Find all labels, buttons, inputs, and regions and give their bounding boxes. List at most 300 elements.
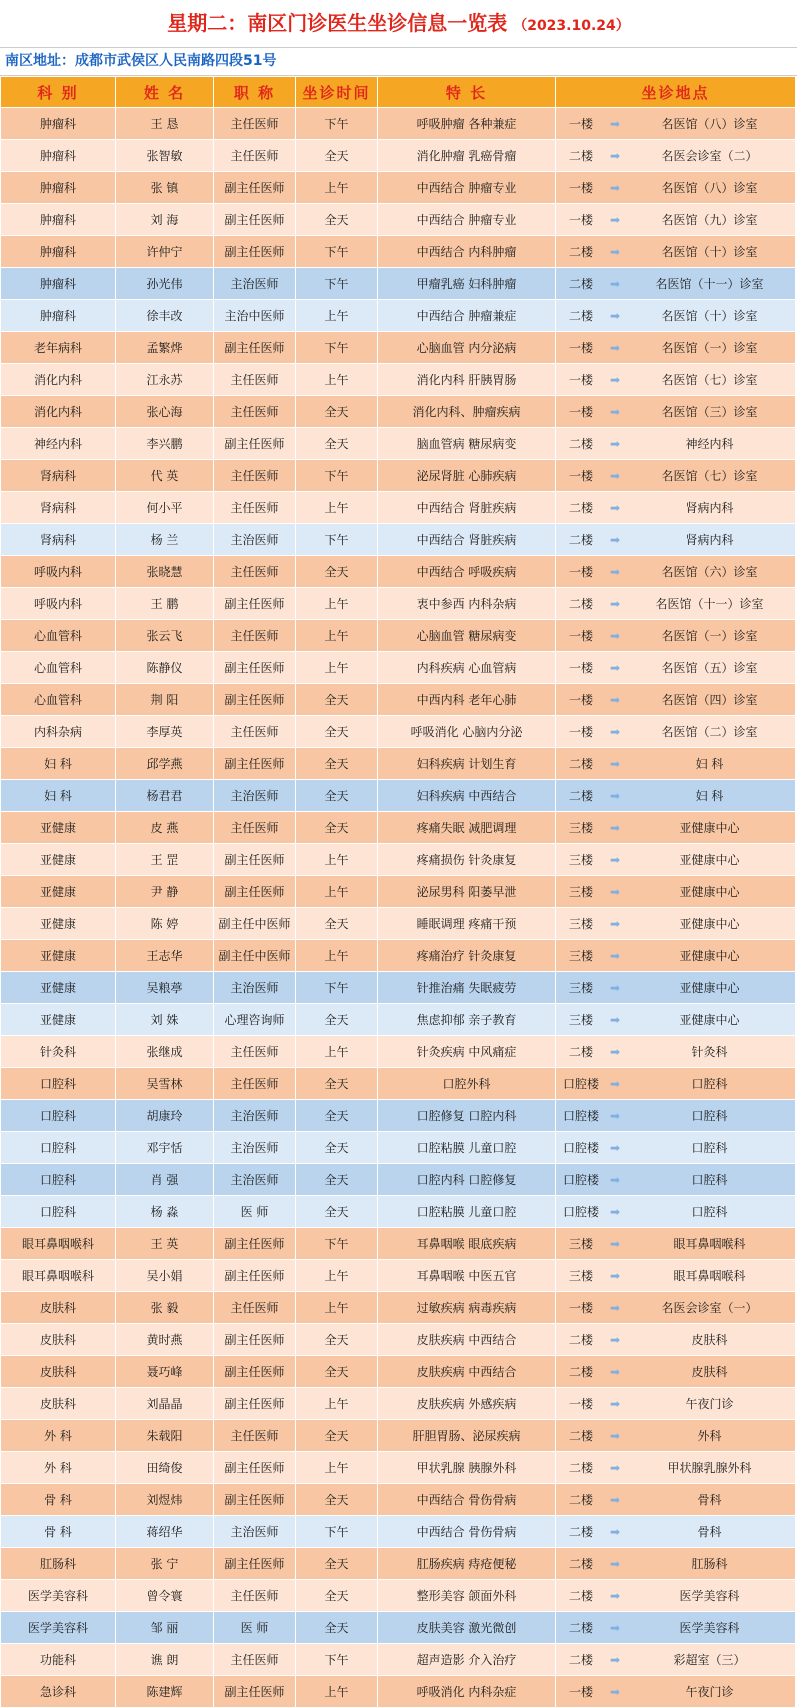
arrow-right-icon: ➡ (609, 1332, 621, 1347)
cell-room: 皮肤科 (691, 1365, 728, 1379)
arrow-right-icon: ➡ (609, 468, 621, 483)
cell-room: 午夜门诊 (685, 1397, 734, 1411)
cell-room: 名医馆（十一）诊室 (655, 597, 764, 611)
arrow-right-icon: ➡ (609, 1588, 621, 1603)
cell-name: 张智敏 (116, 140, 214, 172)
cell-room: 名医馆（十）诊室 (661, 309, 758, 323)
cell-title: 副主任医师 (214, 1388, 296, 1420)
cell-name: 孙光伟 (116, 268, 214, 300)
cell-dept: 亚健康 (1, 844, 116, 876)
arrow-right-icon: ➡ (609, 692, 621, 707)
table-row (1, 716, 796, 748)
cell-specialty: 中西结合 内科肿瘤 (378, 236, 556, 268)
cell-floor: 二楼 (568, 1045, 593, 1059)
cell-time: 全天 (296, 716, 378, 748)
table-row (1, 1068, 796, 1100)
cell-floor: 二楼 (568, 1557, 593, 1571)
cell-name: 聂巧峰 (116, 1356, 214, 1388)
cell-time: 全天 (296, 396, 378, 428)
cell-dept: 亚健康 (1, 876, 116, 908)
cell-time: 全天 (296, 1068, 378, 1100)
cell-location (556, 908, 796, 940)
cell-floor: 二楼 (568, 245, 593, 259)
cell-room: 亚健康中心 (679, 1013, 740, 1027)
cell-time: 全天 (296, 1164, 378, 1196)
cell-location (556, 1452, 796, 1484)
cell-title: 副主任医师 (214, 1452, 296, 1484)
cell-time: 全天 (296, 748, 378, 780)
cell-time: 上午 (296, 1260, 378, 1292)
arrow-right-icon: ➡ (609, 500, 621, 515)
arrow-right-icon: ➡ (609, 1492, 621, 1507)
table-row (1, 300, 796, 332)
table-row (1, 1324, 796, 1356)
cell-location (556, 1036, 796, 1068)
arrow-right-icon: ➡ (609, 756, 621, 771)
cell-specialty: 妇科疾病 计划生育 (378, 748, 556, 780)
cell-floor: 二楼 (568, 501, 593, 515)
cell-floor: 三楼 (568, 1013, 593, 1027)
cell-name: 张继成 (116, 1036, 214, 1068)
cell-name: 尹 静 (116, 876, 214, 908)
cell-room: 口腔科 (691, 1109, 728, 1123)
arrow-right-icon: ➡ (609, 532, 621, 547)
arrow-right-icon: ➡ (609, 596, 621, 611)
cell-title: 主治医师 (214, 780, 296, 812)
cell-specialty: 中西结合 肿瘤专业 (378, 204, 556, 236)
cell-room: 肾病内科 (685, 501, 734, 515)
cell-floor: 口腔楼 (562, 1109, 599, 1123)
cell-dept: 骨 科 (1, 1484, 116, 1516)
cell-room: 妇 科 (695, 757, 724, 771)
table-row (1, 844, 796, 876)
table-row (1, 1196, 796, 1228)
cell-location (556, 556, 796, 588)
cell-dept: 功能科 (1, 1644, 116, 1676)
arrow-right-icon: ➡ (609, 1396, 621, 1411)
cell-floor: 一楼 (568, 1397, 593, 1411)
cell-specialty: 皮肤疾病 中西结合 (378, 1324, 556, 1356)
cell-specialty: 疼痛失眠 减肥调理 (378, 812, 556, 844)
cell-floor: 一楼 (568, 341, 593, 355)
cell-room: 针灸科 (691, 1045, 728, 1059)
cell-floor: 二楼 (568, 1461, 593, 1475)
cell-specialty: 皮肤疾病 外感疾病 (378, 1388, 556, 1420)
arrow-right-icon: ➡ (609, 1300, 621, 1315)
table-row (1, 172, 796, 204)
cell-location (556, 1260, 796, 1292)
table-row (1, 1516, 796, 1548)
table-row (1, 1356, 796, 1388)
arrow-right-icon: ➡ (609, 1364, 621, 1379)
cell-dept: 肿瘤科 (1, 204, 116, 236)
cell-room: 名医会诊室（二） (661, 149, 758, 163)
arrow-right-icon: ➡ (609, 1044, 621, 1059)
cell-room: 口腔科 (691, 1077, 728, 1091)
cell-floor: 二楼 (568, 149, 593, 163)
arrow-right-icon: ➡ (609, 628, 621, 643)
arrow-right-icon: ➡ (609, 1108, 621, 1123)
cell-time: 下午 (296, 460, 378, 492)
cell-room: 外科 (697, 1429, 722, 1443)
cell-room: 名医馆（七）诊室 (661, 373, 758, 387)
arrow-right-icon: ➡ (609, 660, 621, 675)
cell-name: 曾令寰 (116, 1580, 214, 1612)
arrow-right-icon: ➡ (609, 1620, 621, 1635)
cell-name: 张 镇 (116, 172, 214, 204)
schedule-table (0, 76, 796, 1708)
cell-time: 下午 (296, 1516, 378, 1548)
table-row (1, 460, 796, 492)
cell-specialty: 衷中参西 内科杂病 (378, 588, 556, 620)
cell-dept: 亚健康 (1, 908, 116, 940)
cell-time: 全天 (296, 1324, 378, 1356)
cell-room: 骨科 (697, 1493, 722, 1507)
cell-location (556, 684, 796, 716)
arrow-right-icon: ➡ (609, 244, 621, 259)
cell-specialty: 消化肿瘤 乳癌骨瘤 (378, 140, 556, 172)
table-row (1, 812, 796, 844)
cell-floor: 一楼 (568, 1301, 593, 1315)
cell-dept: 亚健康 (1, 1004, 116, 1036)
cell-time: 上午 (296, 1676, 378, 1708)
cell-floor: 三楼 (568, 1269, 593, 1283)
cell-specialty: 呼吸消化 内科杂症 (378, 1676, 556, 1708)
cell-title: 医 师 (214, 1196, 296, 1228)
col-header-title: 职 称 (214, 77, 296, 108)
cell-name: 田绮俊 (116, 1452, 214, 1484)
table-row (1, 1644, 796, 1676)
cell-name: 江永苏 (116, 364, 214, 396)
cell-floor: 一楼 (568, 405, 593, 419)
cell-title: 主治医师 (214, 1100, 296, 1132)
table-row (1, 1548, 796, 1580)
arrow-right-icon: ➡ (609, 1460, 621, 1475)
cell-time: 全天 (296, 908, 378, 940)
cell-room: 甲状腺乳腺外科 (667, 1461, 752, 1475)
cell-dept: 肾病科 (1, 492, 116, 524)
table-row (1, 1420, 796, 1452)
cell-time: 上午 (296, 876, 378, 908)
table-row (1, 524, 796, 556)
cell-title: 副主任医师 (214, 844, 296, 876)
cell-dept: 心血管科 (1, 684, 116, 716)
cell-time: 下午 (296, 268, 378, 300)
cell-dept: 外 科 (1, 1452, 116, 1484)
cell-location (556, 780, 796, 812)
cell-location (556, 204, 796, 236)
cell-dept: 亚健康 (1, 812, 116, 844)
cell-floor: 二楼 (568, 789, 593, 803)
cell-location (556, 1388, 796, 1420)
cell-title: 主治医师 (214, 524, 296, 556)
cell-title: 主任医师 (214, 1644, 296, 1676)
cell-specialty: 中西结合 呼吸疾病 (378, 556, 556, 588)
cell-title: 主治医师 (214, 1132, 296, 1164)
cell-name: 杨 淼 (116, 1196, 214, 1228)
cell-specialty: 口腔粘膜 儿童口腔 (378, 1196, 556, 1228)
table-row (1, 1452, 796, 1484)
cell-title: 副主任医师 (214, 1228, 296, 1260)
cell-name: 孟繁烨 (116, 332, 214, 364)
cell-specialty: 甲状乳腺 胰腺外科 (378, 1452, 556, 1484)
cell-floor: 二楼 (568, 1493, 593, 1507)
cell-dept: 口腔科 (1, 1164, 116, 1196)
cell-time: 下午 (296, 1644, 378, 1676)
arrow-right-icon: ➡ (609, 1076, 621, 1091)
cell-title: 副主任医师 (214, 332, 296, 364)
cell-name: 王 鹏 (116, 588, 214, 620)
cell-room: 名医馆（一）诊室 (661, 629, 758, 643)
cell-floor: 一楼 (568, 213, 593, 227)
cell-location (556, 1132, 796, 1164)
cell-time: 全天 (296, 1004, 378, 1036)
cell-name: 刘晶晶 (116, 1388, 214, 1420)
cell-dept: 皮肤科 (1, 1356, 116, 1388)
arrow-right-icon: ➡ (609, 1172, 621, 1187)
cell-title: 主任医师 (214, 716, 296, 748)
cell-dept: 消化内科 (1, 396, 116, 428)
cell-room: 神经内科 (685, 437, 734, 451)
cell-floor: 口腔楼 (562, 1141, 599, 1155)
cell-title: 主任医师 (214, 1292, 296, 1324)
cell-dept: 针灸科 (1, 1036, 116, 1068)
cell-location (556, 1164, 796, 1196)
cell-name: 皮 燕 (116, 812, 214, 844)
cell-dept: 肛肠科 (1, 1548, 116, 1580)
cell-location (556, 1324, 796, 1356)
cell-time: 上午 (296, 300, 378, 332)
cell-title: 主治医师 (214, 268, 296, 300)
page-title (0, 0, 797, 48)
cell-room: 肾病内科 (685, 533, 734, 547)
cell-title: 主任医师 (214, 812, 296, 844)
cell-specialty: 中西结合 肾脏疾病 (378, 524, 556, 556)
cell-name: 李兴鹏 (116, 428, 214, 460)
cell-title: 副主任医师 (214, 588, 296, 620)
cell-name: 吴小娟 (116, 1260, 214, 1292)
cell-floor: 三楼 (568, 1237, 593, 1251)
arrow-right-icon: ➡ (609, 212, 621, 227)
cell-time: 全天 (296, 1484, 378, 1516)
cell-time: 上午 (296, 588, 378, 620)
cell-title: 主任医师 (214, 1580, 296, 1612)
col-header-location: 坐诊地点 (556, 77, 796, 108)
cell-title: 副主任医师 (214, 172, 296, 204)
cell-specialty: 口腔内科 口腔修复 (378, 1164, 556, 1196)
table-row (1, 876, 796, 908)
cell-time: 上午 (296, 1292, 378, 1324)
cell-specialty: 焦虑抑郁 亲子教育 (378, 1004, 556, 1036)
cell-dept: 口腔科 (1, 1132, 116, 1164)
arrow-right-icon: ➡ (609, 308, 621, 323)
table-row (1, 620, 796, 652)
cell-name: 肖 强 (116, 1164, 214, 1196)
table-row (1, 684, 796, 716)
arrow-right-icon: ➡ (609, 436, 621, 451)
cell-specialty: 中西结合 肿瘤专业 (378, 172, 556, 204)
cell-title: 主任医师 (214, 396, 296, 428)
cell-time: 全天 (296, 428, 378, 460)
cell-name: 王 罡 (116, 844, 214, 876)
cell-floor: 一楼 (568, 181, 593, 195)
cell-specialty: 睡眠调理 疼痛干预 (378, 908, 556, 940)
cell-time: 上午 (296, 1388, 378, 1420)
cell-dept: 眼耳鼻咽喉科 (1, 1260, 116, 1292)
cell-title: 副主任医师 (214, 684, 296, 716)
cell-specialty: 脑血管病 糖尿病变 (378, 428, 556, 460)
table-row (1, 1132, 796, 1164)
cell-room: 午夜门诊 (685, 1685, 734, 1699)
table-row (1, 748, 796, 780)
cell-room: 亚健康中心 (679, 821, 740, 835)
cell-floor: 一楼 (568, 117, 593, 131)
cell-name: 吴粮葶 (116, 972, 214, 1004)
cell-dept: 眼耳鼻咽喉科 (1, 1228, 116, 1260)
cell-specialty: 肛肠疾病 痔疮便秘 (378, 1548, 556, 1580)
cell-time: 上午 (296, 1452, 378, 1484)
cell-name: 王志华 (116, 940, 214, 972)
title-date: （2023.10.24） (513, 18, 630, 34)
table-row (1, 428, 796, 460)
arrow-right-icon: ➡ (609, 852, 621, 867)
cell-time: 上午 (296, 620, 378, 652)
cell-room: 亚健康中心 (679, 981, 740, 995)
cell-dept: 皮肤科 (1, 1292, 116, 1324)
cell-dept: 肿瘤科 (1, 300, 116, 332)
cell-specialty: 呼吸消化 心脑内分泌 (378, 716, 556, 748)
cell-title: 副主任医师 (214, 1260, 296, 1292)
cell-dept: 肿瘤科 (1, 172, 116, 204)
cell-name: 张云飞 (116, 620, 214, 652)
cell-name: 陈静仪 (116, 652, 214, 684)
cell-specialty: 整形美容 颌面外科 (378, 1580, 556, 1612)
cell-time: 全天 (296, 684, 378, 716)
col-header-dept: 科 别 (1, 77, 116, 108)
cell-specialty: 针灸疾病 中风痛症 (378, 1036, 556, 1068)
cell-room: 名医馆（九）诊室 (661, 213, 758, 227)
cell-location (556, 1228, 796, 1260)
cell-time: 上午 (296, 940, 378, 972)
cell-name: 邹 丽 (116, 1612, 214, 1644)
cell-location (556, 1004, 796, 1036)
cell-floor: 三楼 (568, 981, 593, 995)
cell-room: 名医馆（四）诊室 (661, 693, 758, 707)
arrow-right-icon: ➡ (609, 724, 621, 739)
cell-floor: 一楼 (568, 1685, 593, 1699)
cell-location (556, 332, 796, 364)
cell-name: 张 毅 (116, 1292, 214, 1324)
cell-room: 名医馆（十）诊室 (661, 245, 758, 259)
cell-name: 邓宇恬 (116, 1132, 214, 1164)
cell-room: 眼耳鼻咽喉科 (673, 1269, 746, 1283)
cell-specialty: 过敏疾病 病毒疾病 (378, 1292, 556, 1324)
cell-floor: 二楼 (568, 533, 593, 547)
table-row (1, 1260, 796, 1292)
arrow-right-icon: ➡ (609, 564, 621, 579)
cell-location (556, 1516, 796, 1548)
cell-dept: 心血管科 (1, 620, 116, 652)
cell-specialty: 内科疾病 心血管病 (378, 652, 556, 684)
arrow-right-icon: ➡ (609, 788, 621, 803)
cell-floor: 一楼 (568, 565, 593, 579)
cell-room: 名医馆（八）诊室 (661, 181, 758, 195)
cell-time: 全天 (296, 1580, 378, 1612)
address-line: 南区地址：成都市武侯区人民南路四段51号 (0, 48, 797, 76)
cell-room: 医学美容科 (679, 1621, 740, 1635)
cell-dept: 外 科 (1, 1420, 116, 1452)
cell-name: 刘 姝 (116, 1004, 214, 1036)
cell-floor: 三楼 (568, 917, 593, 931)
table-row (1, 1676, 796, 1708)
cell-room: 口腔科 (691, 1173, 728, 1187)
cell-name: 陈建辉 (116, 1676, 214, 1708)
arrow-right-icon: ➡ (609, 1236, 621, 1251)
cell-floor: 口腔楼 (562, 1205, 599, 1219)
cell-floor: 一楼 (568, 373, 593, 387)
cell-specialty: 妇科疾病 中西结合 (378, 780, 556, 812)
cell-specialty: 超声造影 介入治疗 (378, 1644, 556, 1676)
cell-room: 骨科 (697, 1525, 722, 1539)
col-header-name: 姓 名 (116, 77, 214, 108)
cell-dept: 骨 科 (1, 1516, 116, 1548)
cell-name: 张晓慧 (116, 556, 214, 588)
cell-location (556, 972, 796, 1004)
cell-location (556, 1292, 796, 1324)
cell-title: 主任医师 (214, 1420, 296, 1452)
cell-location (556, 428, 796, 460)
cell-dept: 口腔科 (1, 1100, 116, 1132)
cell-floor: 二楼 (568, 597, 593, 611)
table-row (1, 1484, 796, 1516)
cell-specialty: 泌尿男科 阳萎早泄 (378, 876, 556, 908)
cell-floor: 三楼 (568, 949, 593, 963)
cell-specialty: 消化内科 肝胰胃肠 (378, 364, 556, 396)
cell-room: 眼耳鼻咽喉科 (673, 1237, 746, 1251)
cell-title: 主治医师 (214, 972, 296, 1004)
cell-name: 何小平 (116, 492, 214, 524)
col-header-specialty: 特 长 (378, 77, 556, 108)
cell-time: 全天 (296, 1196, 378, 1228)
table-row (1, 236, 796, 268)
cell-dept: 肿瘤科 (1, 268, 116, 300)
cell-dept: 肿瘤科 (1, 140, 116, 172)
arrow-right-icon: ➡ (609, 372, 621, 387)
cell-title: 医 师 (214, 1612, 296, 1644)
arrow-right-icon: ➡ (609, 1684, 621, 1699)
cell-location (556, 1420, 796, 1452)
cell-location (556, 812, 796, 844)
table-row (1, 1004, 796, 1036)
table-row (1, 1388, 796, 1420)
cell-location (556, 940, 796, 972)
cell-title: 副主任医师 (214, 1548, 296, 1580)
cell-floor: 一楼 (568, 469, 593, 483)
cell-specialty: 中西结合 肾脏疾病 (378, 492, 556, 524)
cell-floor: 二楼 (568, 1429, 593, 1443)
arrow-right-icon: ➡ (609, 1556, 621, 1571)
table-row (1, 396, 796, 428)
cell-dept: 呼吸内科 (1, 588, 116, 620)
cell-name: 刘 海 (116, 204, 214, 236)
cell-name: 杨 兰 (116, 524, 214, 556)
cell-location (556, 1100, 796, 1132)
cell-floor: 一楼 (568, 725, 593, 739)
table-row (1, 780, 796, 812)
cell-room: 名医馆（六）诊室 (661, 565, 758, 579)
cell-time: 下午 (296, 236, 378, 268)
cell-title: 副主任医师 (214, 652, 296, 684)
